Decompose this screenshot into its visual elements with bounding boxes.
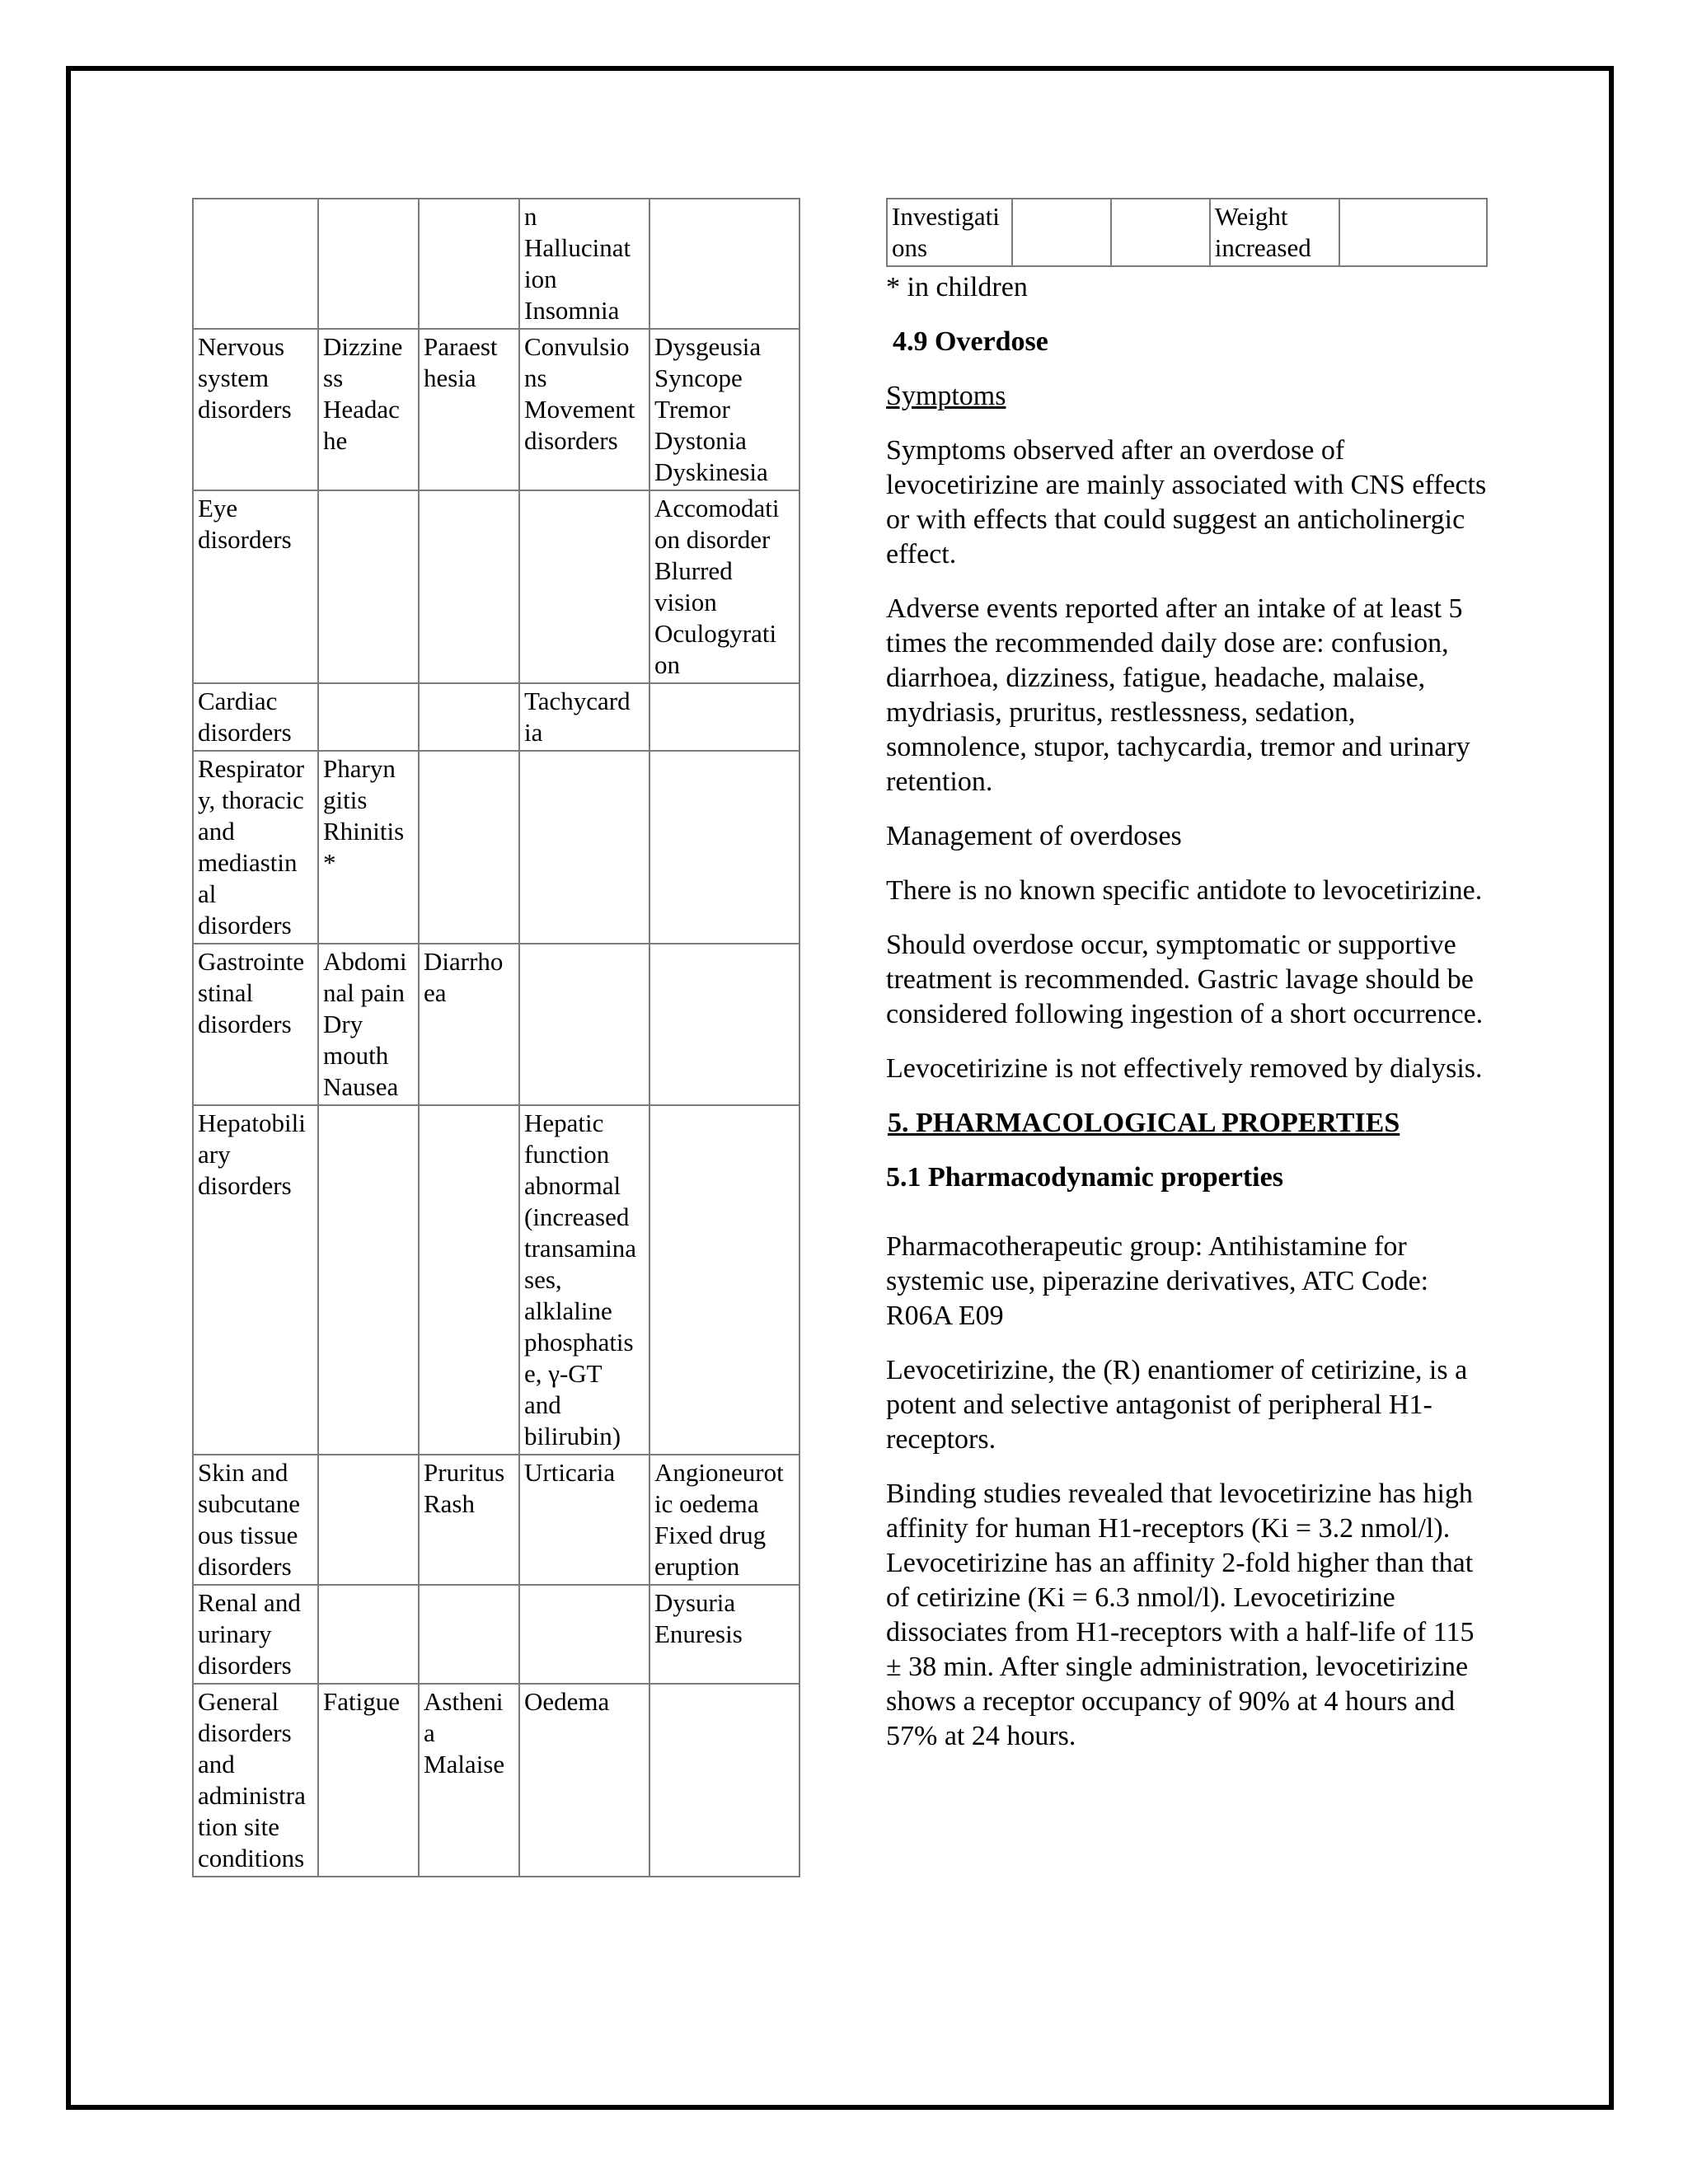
table-cell <box>318 199 419 329</box>
table-cell <box>419 1585 519 1684</box>
soc-cell: Nervous system disorders <box>193 329 318 490</box>
table-cell: Tachycard ia <box>519 683 649 751</box>
paragraph: Should overdose occur, symptomatic or supportive treatment is recommended. Gastric lavage should be considered following ingestion of a short occurrence. <box>886 930 1484 1029</box>
table-row <box>193 199 799 329</box>
table-row <box>193 329 799 490</box>
table-cell <box>419 683 519 751</box>
table-cell <box>1339 199 1487 266</box>
table-cell: Astheni a Malaise <box>419 1684 519 1877</box>
table-row <box>193 1585 799 1684</box>
section-heading-pharmacological: 5. PHARMACOLOGICAL PROPERTIES <box>888 1108 1400 1138</box>
paragraph: Levocetirizine, the (R) enantiomer of cetirizine, is a potent and selective antagonist of peripheral H1-receptors. <box>886 1355 1468 1455</box>
table-row <box>193 751 799 944</box>
table-cell <box>419 751 519 944</box>
table-row <box>193 490 799 683</box>
table-cell <box>519 751 649 944</box>
table-cell <box>649 751 799 944</box>
table-cell: Paraest hesia <box>419 329 519 490</box>
table-row <box>193 683 799 751</box>
table-cell: Investigati ons <box>887 199 1012 266</box>
table-cell: Angioneurot ic oedema Fixed drug eruption <box>649 1455 799 1585</box>
table-cell: Dysuria Enuresis <box>649 1585 799 1684</box>
table-row <box>193 1455 799 1585</box>
table-cell: Convulsio ns Movement disorders <box>519 329 649 490</box>
table-cell <box>649 944 799 1105</box>
soc-cell <box>193 199 318 329</box>
table-row <box>193 1684 799 1877</box>
adverse-events-table-container <box>192 198 800 1877</box>
table-cell: Oedema <box>519 1684 649 1877</box>
soc-cell: Renal and urinary disorders <box>193 1585 318 1684</box>
paragraph: Pharmacotherapeutic group: Antihistamine for systemic use, piperazine derivatives, ATC Code: R06A E09 <box>886 1231 1429 1331</box>
soc-cell: General disorders and administra tion site conditions <box>193 1684 318 1877</box>
soc-cell: Respirator y, thoracic and mediastin al disorders <box>193 751 318 944</box>
table-row <box>193 1105 799 1455</box>
soc-cell: Cardiac disorders <box>193 683 318 751</box>
table-cell: n Hallucinat ion Insomnia <box>519 199 649 329</box>
table-cell <box>649 1684 799 1877</box>
paragraph: Adverse events reported after an intake of at least 5 times the recommended daily dose are: confusion, diarrhoea, dizziness, fatigue, headache, malaise, mydriasis, pruritus, restlessness, sedation, somnolence, stupor, tachycardia, tremor and urinary retention. <box>886 593 1470 797</box>
table-cell: Urticaria <box>519 1455 649 1585</box>
soc-cell: Skin and subcutane ous tissue disorders <box>193 1455 318 1585</box>
paragraph: Symptoms observed after an overdose of levocetirizine are mainly associated with CNS effects or with effects that could suggest an anticholinergic effect. <box>886 435 1487 569</box>
table-cell <box>419 199 519 329</box>
table-cell: Fatigue <box>318 1684 419 1877</box>
table-cell: Weight increased <box>1210 199 1339 266</box>
right-column <box>886 198 1488 1774</box>
table-cell <box>1012 199 1111 266</box>
paragraph: Levocetirizine is not effectively removed by dialysis. <box>886 1053 1483 1084</box>
management-heading: Management of overdoses <box>886 821 1182 851</box>
table-cell: Accomodati on disorder Blurred vision Oculogyrati on <box>649 490 799 683</box>
table-cell: Diarrho ea <box>419 944 519 1105</box>
table-cell <box>519 944 649 1105</box>
adverse-events-table <box>192 198 800 1877</box>
table-cell <box>649 1105 799 1455</box>
table-cell: Dizzine ss Headac he <box>318 329 419 490</box>
table-cell: Dysgeusia Syncope Tremor Dystonia Dyskinesia <box>649 329 799 490</box>
table-cell <box>318 1585 419 1684</box>
table-cell <box>318 1105 419 1455</box>
subsection-heading-pharmacodynamic: 5.1 Pharmacodynamic properties <box>886 1162 1283 1193</box>
table-cell <box>318 1455 419 1585</box>
table-footnote: * in children <box>886 272 1028 302</box>
paragraph: There is no known specific antidote to levocetirizine. <box>886 875 1483 906</box>
table-cell: Pharyn gitis Rhinitis * <box>318 751 419 944</box>
table-cell: Abdomi nal pain Dry mouth Nausea <box>318 944 419 1105</box>
table-cell <box>649 683 799 751</box>
table-cell <box>1111 199 1210 266</box>
table-cell: Hepatic function abnormal (increased transamina ses, alklaline phosphatis e, γ-GT and bilirubin) <box>519 1105 649 1455</box>
soc-cell: Hepatobili ary disorders <box>193 1105 318 1455</box>
table-cell <box>419 490 519 683</box>
table-row <box>887 199 1487 266</box>
soc-cell: Eye disorders <box>193 490 318 683</box>
table-cell <box>519 1585 649 1684</box>
table-cell: Pruritus Rash <box>419 1455 519 1585</box>
soc-cell: Gastrointe stinal disorders <box>193 944 318 1105</box>
investigations-table <box>886 198 1488 267</box>
paragraph: Binding studies revealed that levocetirizine has high affinity for human H1-receptors (Ki = 3.2 nmol/l). Levocetirizine has an affinity 2-fold higher than that of cetirizine (Ki = 6.3 nmol/l). Levocetirizine dissociates from H1-receptors with a half-life of 115 ± 38 min. After single administration, levocetirizine shows a receptor occupancy of 90% at 4 hours and 57% at 24 hours. <box>886 1479 1475 1751</box>
table-cell <box>519 490 649 683</box>
table-cell <box>419 1105 519 1455</box>
section-heading-overdose: 4.9 Overdose <box>893 326 1048 357</box>
table-cell <box>318 490 419 683</box>
symptoms-heading: Symptoms <box>886 381 1006 411</box>
table-row <box>193 944 799 1105</box>
table-cell <box>649 199 799 329</box>
table-cell <box>318 683 419 751</box>
